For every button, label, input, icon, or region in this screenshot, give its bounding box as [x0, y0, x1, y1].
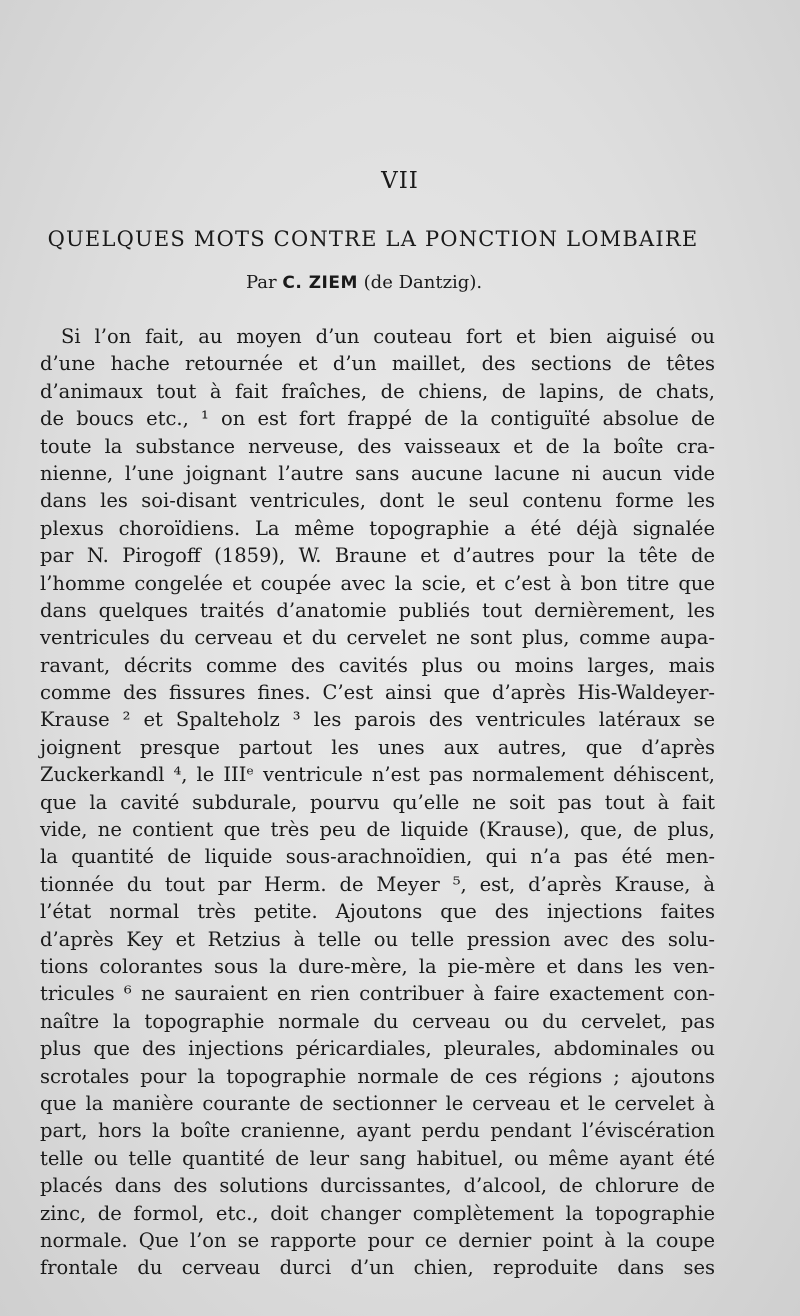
- text-line: dans les soi-disant ventricules, dont le seul contenu forme les: [40, 489, 715, 513]
- text-line: de boucs etc., ¹ on est fort frappé de la contiguïté absolue de: [40, 407, 715, 431]
- text-line: naître la topographie normale du cerveau ou du cervelet, pas: [40, 1009, 715, 1033]
- text-line: placés dans des solutions durcissantes, d’alcool, de chlorure de: [40, 1174, 715, 1198]
- author-name: C. ZIEM: [282, 273, 358, 293]
- text-line: que la manière courante de sectionner le cerveau et le cervelet à: [40, 1091, 715, 1115]
- text-line: d’après Key et Retzius à telle ou telle pression avec des solu-: [40, 927, 715, 951]
- text-line: Zuckerkandl ⁴, le IIIᵉ ventricule n’est pas normalement déhiscent,: [40, 763, 715, 787]
- byline: [246, 272, 482, 293]
- author-affiliation: (de Dantzig).: [363, 272, 483, 293]
- text-line: plexus choroïdiens. La même topographie a été déjà signalée: [40, 516, 715, 540]
- text-line: Si l’on fait, au moyen d’un couteau fort et bien aiguisé ou: [61, 325, 715, 348]
- text-line: l’homme congelée et coupée avec la scie, et c’est à bon titre que: [40, 571, 715, 595]
- text-line: d’animaux tout à fait fraîches, de chiens, de lapins, de chats,: [40, 379, 715, 403]
- text-line: tions colorantes sous la dure-mère, la pie-mère et dans les ven-: [40, 954, 715, 978]
- text-line: vide, ne contient que très peu de liquide (Krause), que, de plus,: [40, 818, 715, 842]
- byline-prefix: Par: [246, 272, 277, 293]
- text-line: tionnée du tout par Herm. de Meyer ⁵, est, d’après Krause, à: [40, 872, 715, 896]
- body-text: [40, 323, 715, 1282]
- text-line: la quantité de liquide sous-arachnoïdien, qui n’a pas été men-: [40, 845, 715, 869]
- text-line: ravant, décrits comme des cavités plus ou moins larges, mais: [40, 653, 715, 677]
- text-line: comme des fissures fines. C’est ainsi que d’après His-Waldeyer-: [40, 681, 715, 705]
- text-line: zinc, de formol, etc., doit changer complètement la topographie: [40, 1201, 715, 1225]
- text-line: dans quelques traités d’anatomie publiés tout dernièrement, les: [40, 598, 715, 622]
- chapter-number: VII: [381, 168, 419, 194]
- text-line: nienne, l’une joignant l’autre sans aucune lacune ni aucun vide: [40, 461, 715, 485]
- text-line: frontale du cerveau durci d’un chien, reproduite dans ses: [40, 1256, 715, 1280]
- text-line: par N. Pirogoff (1859), W. Braune et d’autres pour la tête de: [40, 544, 715, 568]
- text-line: tricules ⁶ ne sauraient en rien contribuer à faire exactement con-: [40, 982, 715, 1006]
- text-line: scrotales pour la topographie normale de ces régions ; ajoutons: [40, 1064, 715, 1088]
- text-line: que la cavité subdurale, pourvu qu’elle ne soit pas tout à fait: [40, 790, 715, 814]
- text-line: normale. Que l’on se rapporte pour ce dernier point à la coupe: [40, 1228, 715, 1252]
- text-line: d’une hache retournée et d’un maillet, des sections de têtes: [40, 352, 715, 376]
- text-line: plus que des injections péricardiales, pleurales, abdominales ou: [40, 1037, 715, 1061]
- chapter-title: QUELQUES MOTS CONTRE LA PONCTION LOMBAIRE: [47, 227, 699, 251]
- text-line: Krause ² et Spalteholz ³ les parois des ventricules latéraux se: [40, 708, 715, 732]
- text-line: toute la substance nerveuse, des vaisseaux et de la boîte cra-: [40, 434, 715, 458]
- text-line: l’état normal très petite. Ajoutons que des injections faites: [40, 900, 715, 924]
- text-line: joignent presque partout les unes aux autres, que d’après: [40, 735, 715, 759]
- text-line: part, hors la boîte cranienne, ayant perdu pendant l’éviscération: [40, 1119, 715, 1143]
- text-line: ventricules du cerveau et du cervelet ne sont plus, comme aupa-: [40, 626, 715, 650]
- text-line: telle ou telle quantité de leur sang habituel, ou même ayant été: [40, 1146, 715, 1170]
